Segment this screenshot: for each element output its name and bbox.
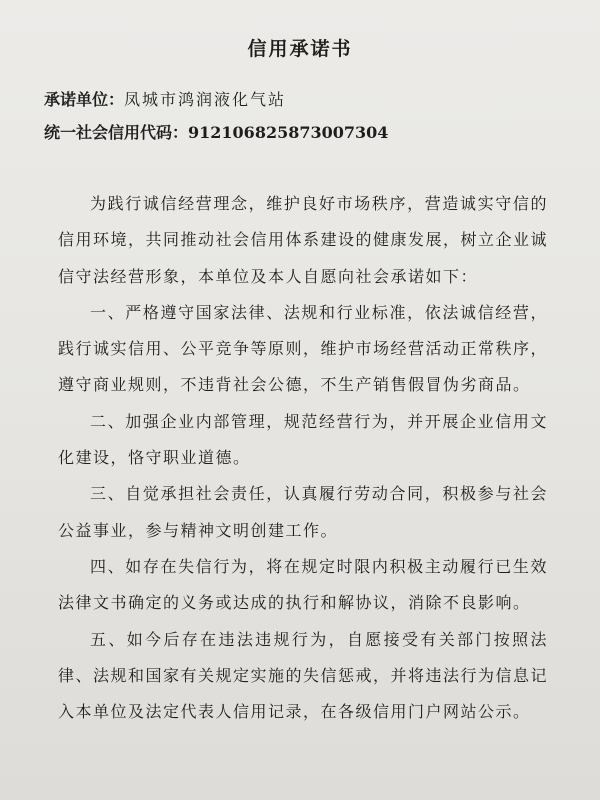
document-body: [58, 186, 548, 730]
paragraph-clause-4: 四、如存在失信行为，将在规定时限内积极主动履行已生效法律文书确定的义务或达成的执行和解协议，消除不良影响。: [58, 556, 548, 613]
paragraph-clause-3: 三、自觉承担社会责任，认真履行劳动合同，积极参与社会公益事业，参与精神文明创建工作。: [58, 484, 548, 540]
committing-unit-line: [44, 87, 286, 110]
document-title: 信用承诺书: [247, 38, 353, 60]
paragraph-clause-1: 一、严格遵守国家法律、法规和行业标准，依法诚信经营，践行诚实信用、公平竞争等原则，维护市场经营活动正常秩序，遵守商业规则，不违背社会公德，不生产销售假冒伪劣商品。: [58, 302, 549, 395]
paragraph-clause-2: 二、加强企业内部管理，规范经营行为，并开展企业信用文化建设，恪守职业道德。: [58, 411, 548, 468]
credit-code-value: 912106825873007304: [188, 123, 389, 142]
paragraph-intro: 为践行诚信经营理念，维护良好市场秩序，营造诚实守信的信用环境，共同推动社会信用体系建设的健康发展，树立企业诚信守法经营形象，本单位及本人自愿向社会承诺如下：: [58, 194, 549, 286]
paragraph-clause-5: 五、如今后存在违法违规行为，自愿接受有关部门按照法律、法规和国家有关规定实施的失信惩戒，并将违法行为信息记入本单位及法定代表人信用记录，在各级信用门户网站公示。: [58, 629, 549, 722]
committing-unit-label: 承诺单位：: [44, 90, 125, 109]
credit-code-label: 统一社会信用代码：: [44, 123, 189, 142]
credit-code-line: [44, 120, 388, 143]
committing-unit-value: 凤城市鸿润液化气站: [124, 90, 287, 109]
